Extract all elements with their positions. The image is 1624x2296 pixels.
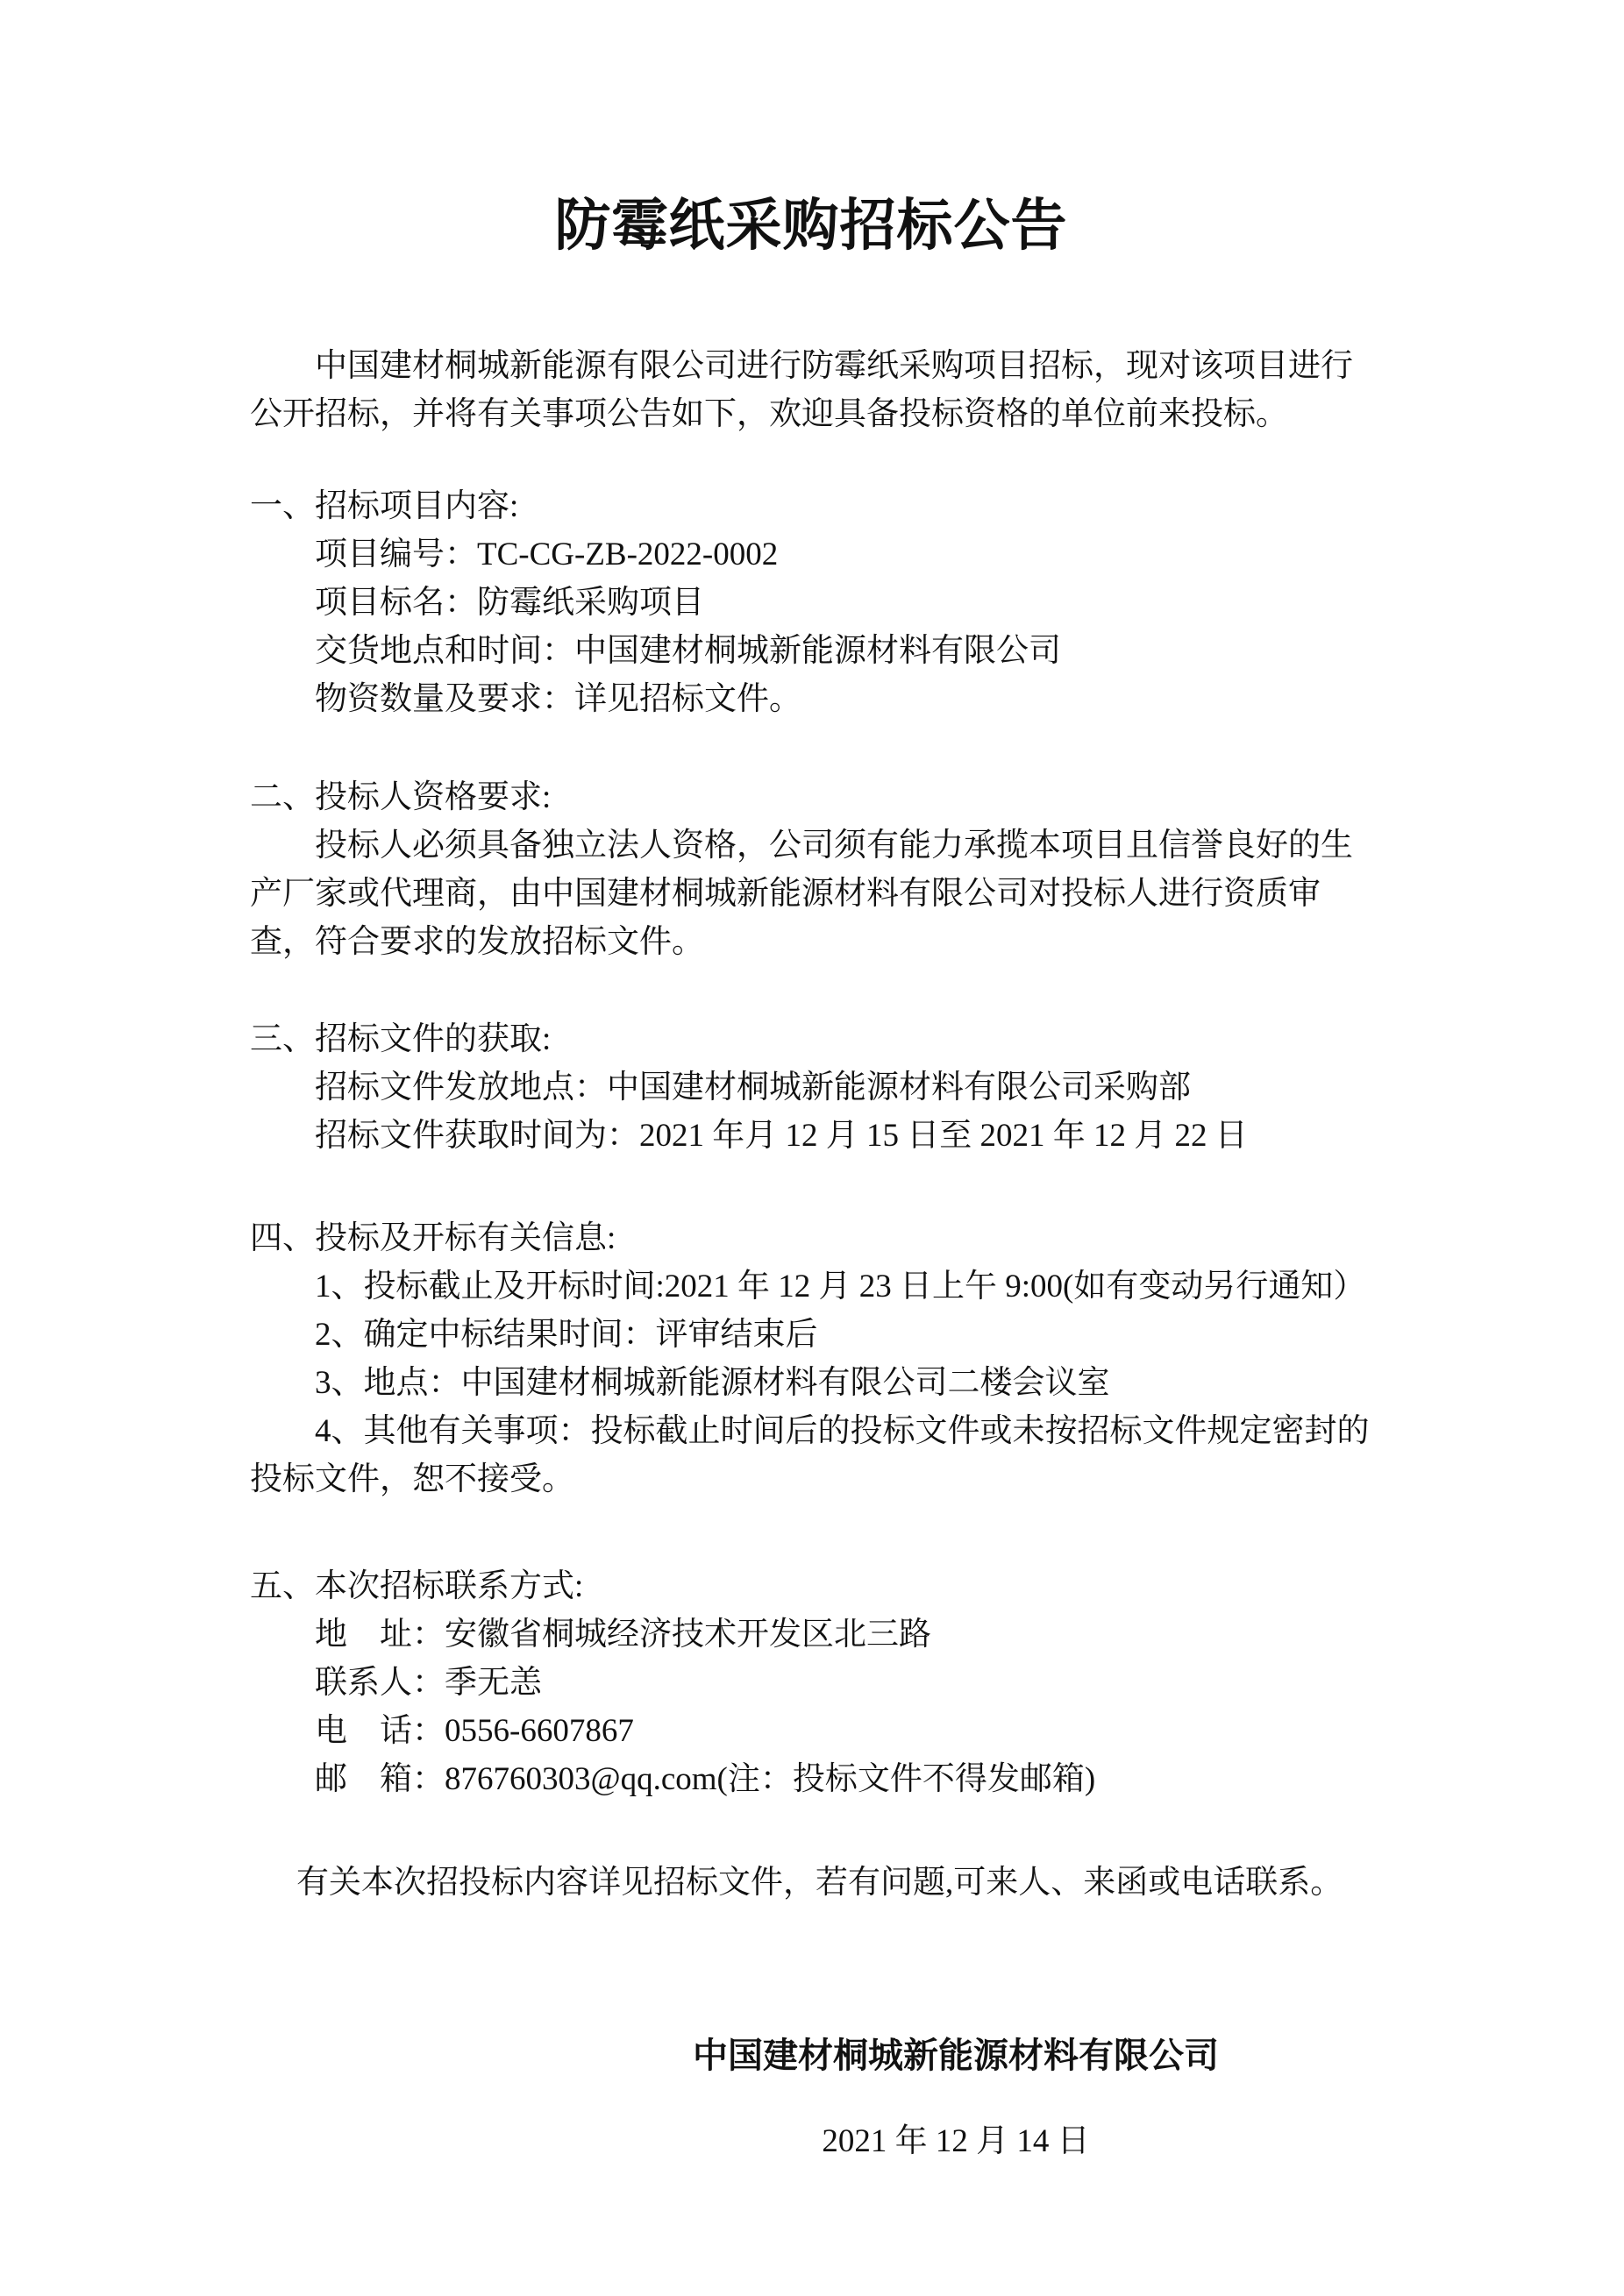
section-3-heading: 三、招标文件的获取: — [250, 1021, 552, 1057]
signature-company: 中国建材桐城新能源材料有限公司 — [693, 2036, 1219, 2075]
section-2-heading: 二、投标人资格要求: — [250, 779, 552, 815]
document-issue-time-line: 招标文件获取时间为：2021 年月 12 月 15 日至 2021 年 12 月 22 日 — [315, 1118, 1248, 1154]
section-contact-info — [250, 1562, 1372, 1803]
document-title: 防霉纸采购招标公告 — [554, 195, 1068, 257]
section-tender-content — [250, 482, 1372, 723]
signature-block — [539, 2029, 1372, 2165]
document-content — [250, 195, 1372, 2165]
location-item: 3、地点：中国建材桐城新能源材料有限公司二楼会议室 — [315, 1365, 1110, 1401]
result-time-item: 2、确定中标结果时间：评审结束后 — [315, 1317, 818, 1353]
closing-paragraph: 有关本次招投标内容详见招标文件，若有问题,可来人、来函或电话联系。 — [296, 1865, 1343, 1901]
contact-person-line: 联系人：季无恙 — [315, 1665, 542, 1701]
section-document-acquisition — [250, 1015, 1372, 1160]
qualification-paragraph: 投标人必须具备独立法人资格，公司须有能力承揽本项目且信誉良好的生产厂家或代理商，由中国建材桐城新能源材料有限公司对投标人进行资质审查，符合要求的发放招标文件。 — [250, 828, 1353, 960]
other-matters-item: 4、其他有关事项：投标截止时间后的投标文件或未按招标文件规定密封的投标文件，恕不接受。 — [250, 1413, 1370, 1497]
section-bid-opening-info — [250, 1214, 1372, 1503]
section-1-heading: 一、招标项目内容: — [250, 488, 519, 524]
section-5-heading: 五、本次招标联系方式: — [250, 1568, 584, 1604]
email-line: 邮 箱：876760303@qq.com(注：投标文件不得发邮箱) — [315, 1761, 1096, 1797]
signature-date: 2021 年 12 月 14 日 — [822, 2123, 1090, 2159]
intro-paragraph: 中国建材桐城新能源有限公司进行防霉纸采购项目招标，现对该项目进行公开招标，并将有关事项公告如下，欢迎具备投标资格的单位前来投标。 — [250, 348, 1353, 432]
phone-line: 电 话：0556-6607867 — [315, 1713, 634, 1749]
address-line: 地 址：安徽省桐城经济技术开发区北三路 — [315, 1617, 931, 1653]
project-name-line: 项目标名：防霉纸采购项目 — [315, 585, 704, 621]
bid-deadline-item: 1、投标截止及开标时间:2021 年 12 月 23 日上午 9:00(如有变动另行通知） — [315, 1269, 1366, 1304]
project-number-line: 项目编号：TC-CG-ZB-2022-0002 — [315, 537, 779, 572]
section-bidder-qualification — [250, 773, 1372, 966]
delivery-place-line: 交货地点和时间：中国建材桐城新能源材料有限公司 — [315, 633, 1061, 669]
section-4-heading: 四、投标及开标有关信息: — [250, 1220, 616, 1256]
document-issue-place-line: 招标文件发放地点：中国建材桐城新能源材料有限公司采购部 — [315, 1070, 1191, 1105]
quantity-requirement-line: 物资数量及要求：详见招标文件。 — [315, 681, 801, 717]
